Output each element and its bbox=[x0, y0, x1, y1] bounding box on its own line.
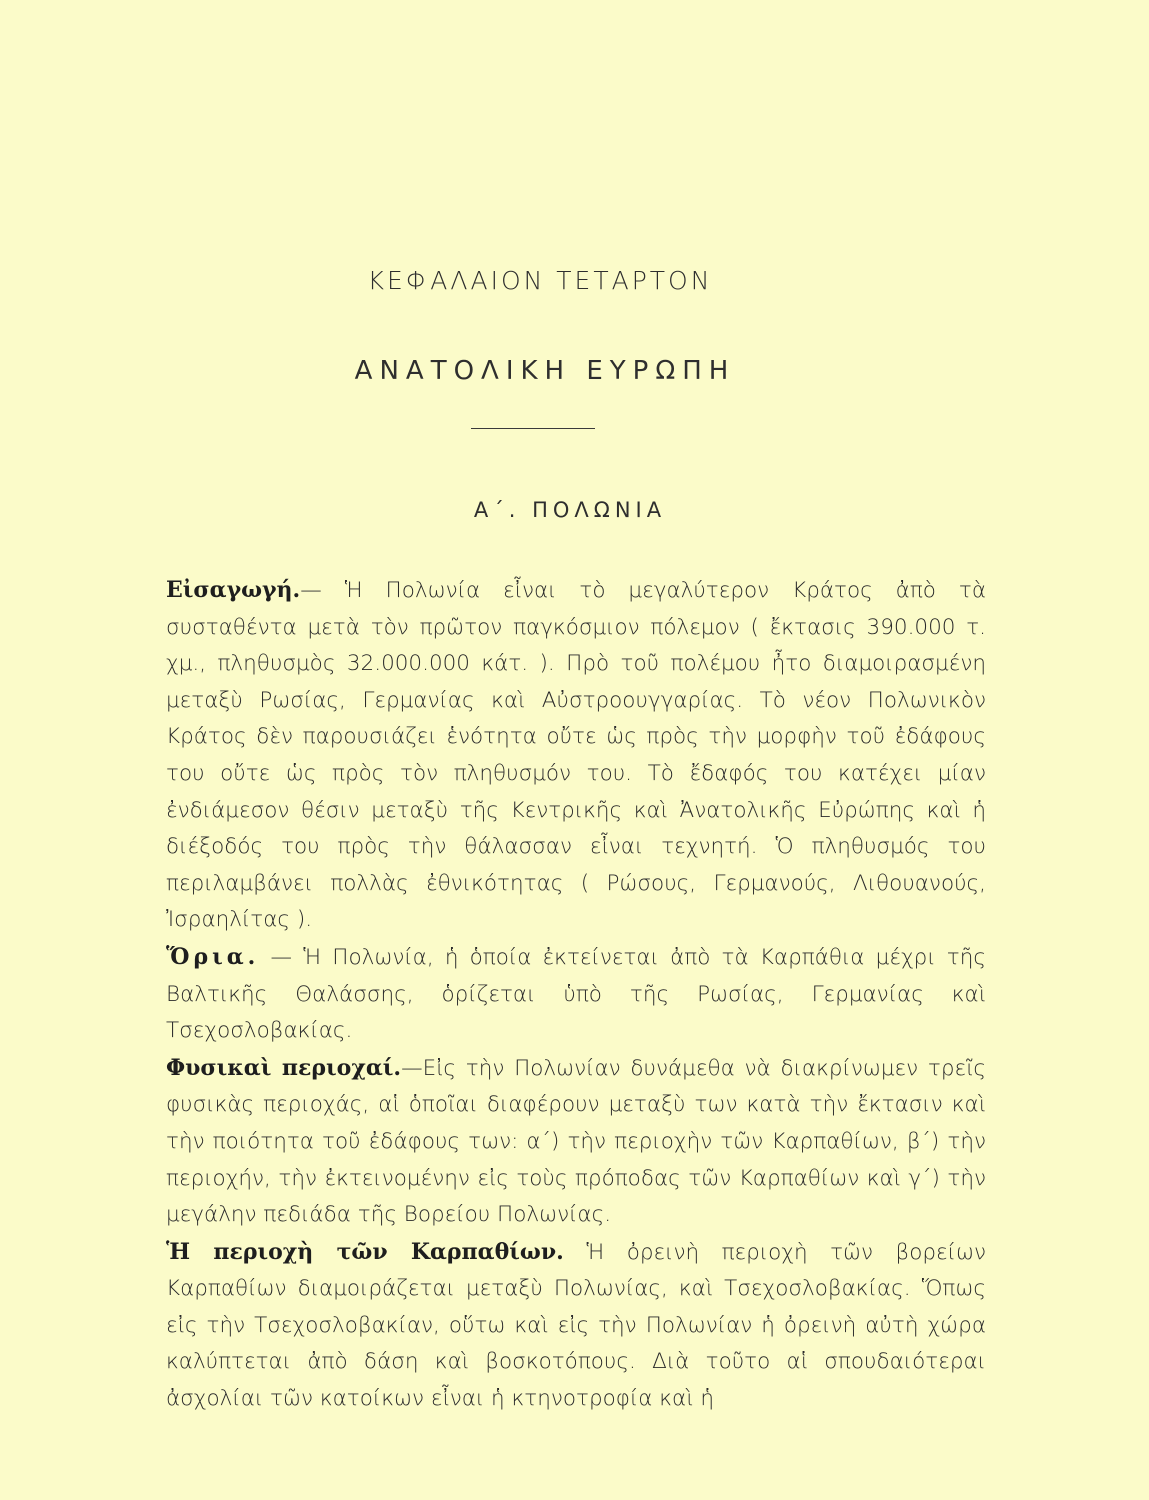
body-text bbox=[166, 572, 986, 1418]
chapter-label: ΚΕΦΑΛΑΙΟΝ ΤΕΤΑΡΤΟΝ bbox=[367, 266, 713, 295]
paragraph-introduction bbox=[166, 572, 986, 939]
paragraph-lead: Ὅρια. bbox=[166, 943, 260, 970]
paragraph-text: — Ἡ Πολωνία εἶναι τὸ μεγαλύτερον Κράτος ἀπὸ τὰ συσταθέντα μετὰ τὸν πρῶτον παγκόσμιον πόλεμον ( ἔκτασις 390.000 τ. χμ., πληθυσμὸς 32.000.000 κάτ. ). Πρὸ τοῦ πολέμου ἦτο διαμοιρασμένη μεταξὺ Ρωσίας, Γερμανίας καὶ Αὐστροουγγαρίας. Τὸ νέον Πολωνικὸν Κράτος δὲν παρουσιάζει ἑνότητα οὔτε ὡς πρὸς τὴν μορφὴν τοῦ ἐδάφους του οὔτε ὡς πρὸς τὸν πληθυσμόν του. Τὸ ἔδαφός του κατέχει μίαν ἐνδιάμεσον θέσιν μεταξὺ τῆς Κεντρικῆς καὶ Ἀνατολικῆς Εὐρώπης καὶ ἡ διέξοδός του πρὸς τὴν θάλασσαν εἶναι τεχνητή. Ὁ πληθυσμός του περιλαμβάνει πολλὰς ἐθνικότητας ( Ρώσους, Γερμανούς, Λιθουανούς, Ἰσραηλίτας ). bbox=[166, 578, 986, 933]
section-title: Α΄. ΠΟΛΩΝΙΑ bbox=[473, 498, 667, 522]
paragraph-text: —Εἰς τὴν Πολωνίαν δυνάμεθα νὰ διακρίνωμεν τρεῖς φυσικὰς περιοχάς, αἱ ὁποῖαι διαφέρουν μεταξὺ των κατὰ τὴν ἔκτασιν καὶ τὴν ποιότητα τοῦ ἐδάφους των: α΄) τὴν περιοχὴν τῶν Καρπαθίων, β΄) τὴν περιοχήν, τὴν ἐκτεινομένην εἰς τοὺς πρόποδας τῶν Καρπαθίων καὶ γ΄) τὴν μεγάλην πεδιάδα τῆς Βορείου Πολωνίας. bbox=[166, 1055, 986, 1228]
paragraph-text: — Ἡ Πολωνία, ἡ ὁποία ἐκτείνεται ἀπὸ τὰ Καρπάθια μέχρι τῆς Βαλτικῆς Θαλάσσης, ὁρίζεται ὑπὸ τῆς Ρωσίας, Γερμανίας καὶ Τσεχοσλοβακίας. bbox=[166, 944, 986, 1044]
paragraph-text: Ἡ ὀρεινὴ περιοχὴ τῶν βορείων Καρπαθίων διαμοιράζεται μεταξὺ Πολωνίας, καὶ Τσεχοσλοβακίας. Ὅπως εἰς τὴν Τσεχοσλοβακίαν, οὕτω καὶ εἰς τὴν Πολωνίαν ἡ ὀρεινὴ αὐτὴ χώρα καλύπτεται ἀπὸ δάση καὶ βοσκοτόπους. Διὰ τοῦτο αἱ σπουδαιότεραι ἀσχολίαι τῶν κατοίκων εἶναι ἡ κτηνοτροφία καὶ ἡ bbox=[166, 1239, 986, 1412]
paragraph-lead: Εἰσαγωγή. bbox=[166, 577, 301, 603]
paragraph-lead: Ἡ περιοχὴ τῶν Καρπαθίων. bbox=[166, 1238, 564, 1265]
paragraph-carpathians bbox=[166, 1234, 986, 1418]
chapter-title: ΑΝΑΤΟΛΙΚΗ ΕΥΡΩΠΗ bbox=[354, 356, 736, 386]
paragraph-borders bbox=[166, 939, 986, 1050]
paragraph-physical-regions bbox=[166, 1050, 986, 1234]
paragraph-lead: Φυσικαὶ περιοχαί. bbox=[166, 1054, 402, 1081]
title-divider bbox=[471, 428, 595, 429]
